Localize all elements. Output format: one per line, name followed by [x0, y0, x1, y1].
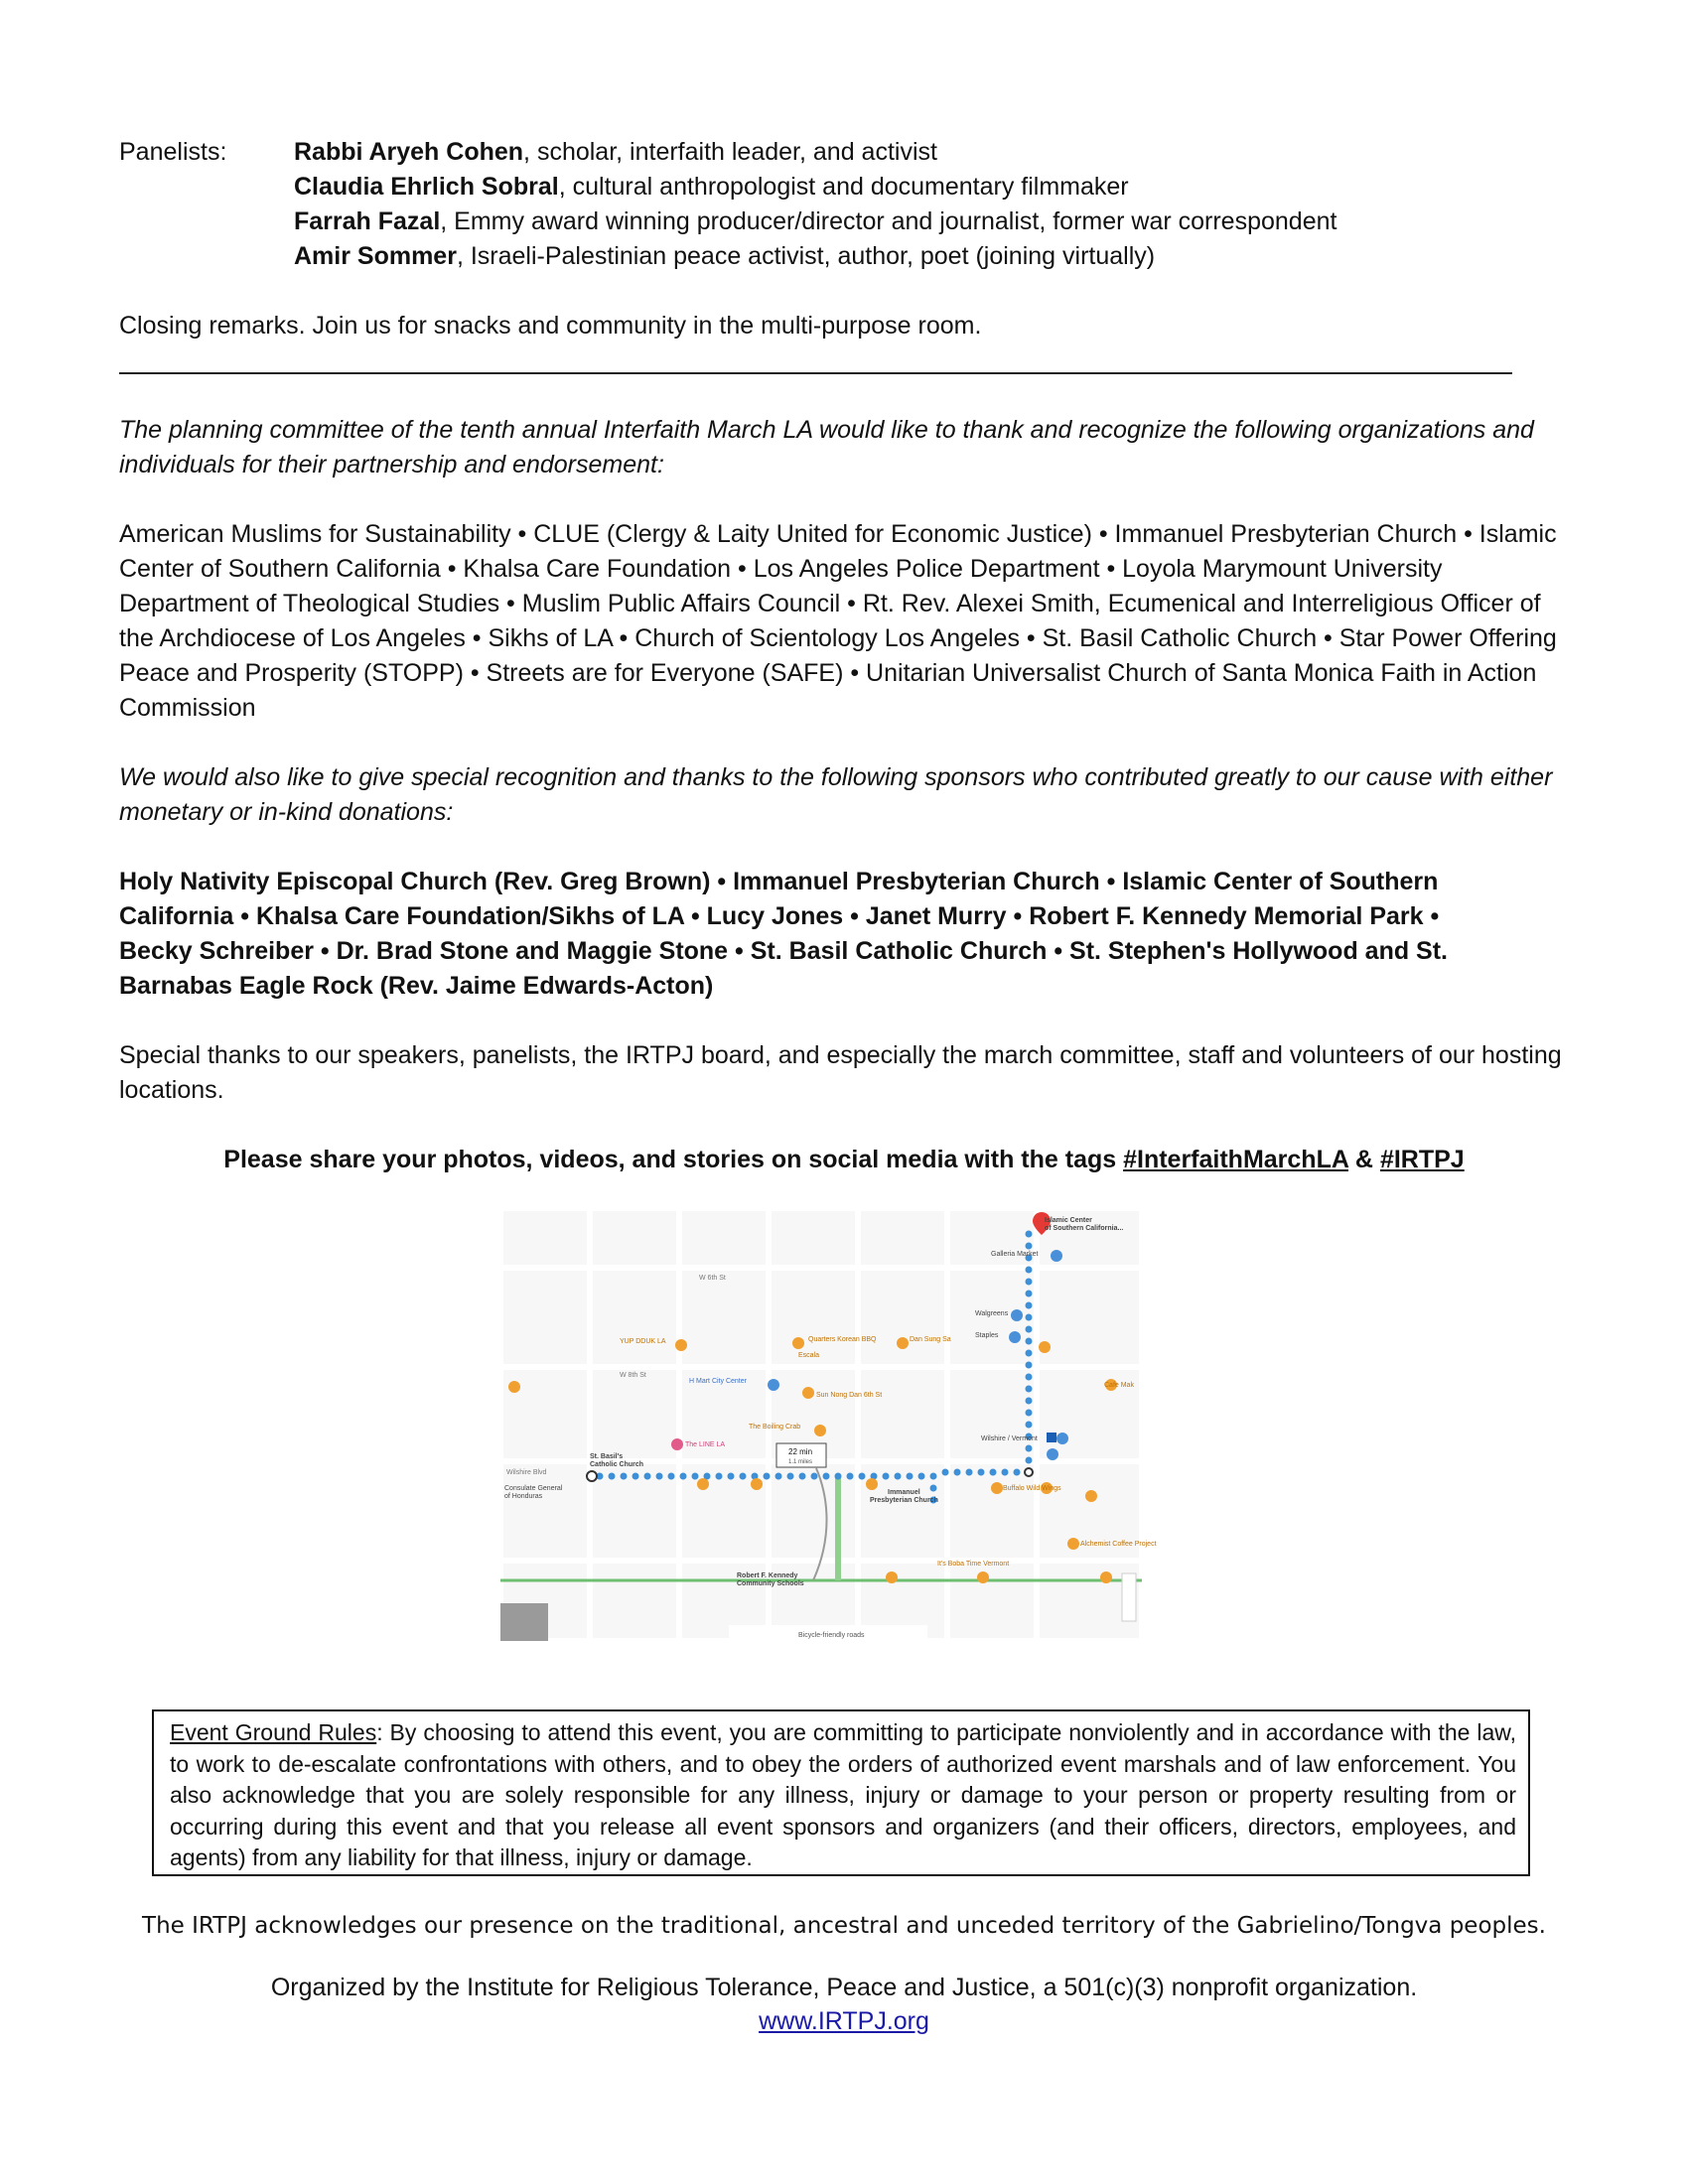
website-line — [0, 2004, 1688, 2038]
map-route-distance: 1.1 miles — [788, 1459, 813, 1465]
map-label-quarters: Quarters Korean BBQ — [808, 1336, 877, 1343]
panelist-desc: , cultural anthropologist and documentary filmmaker — [558, 173, 1129, 201]
map-label-rfk-2: Community Schools — [737, 1580, 804, 1587]
map-label-walgreens: Walgreens — [975, 1310, 1009, 1317]
organizer-line: Organized by the Institute for Religious Tolerance, Peace and Justice, a 501(c)(3) nonprofit organization. — [270, 1974, 1418, 2001]
map-label-buffalo: Buffalo Wild Wings — [1003, 1485, 1061, 1492]
social-share-line — [0, 1143, 1688, 1177]
horizontal-divider — [119, 372, 1512, 374]
panelist-entry — [294, 170, 1585, 205]
panelist-desc: , scholar, interfaith leader, and activist — [523, 138, 937, 166]
panelist-name: Farrah Fazal — [294, 207, 441, 235]
panelists-list — [294, 135, 1585, 274]
ground-rules-title: Event Ground Rules — [170, 1719, 377, 1745]
map-label-immanuel-2: Presbyterian Church — [870, 1497, 938, 1504]
thanks-intro: The planning committee of the tenth annual Interfaith March LA would like to thank and recognize the following organizations and individuals for their partnership and endorsement: — [119, 416, 1534, 478]
map-label-islamic-center: Islamic Center — [1045, 1217, 1092, 1224]
map-label-escala: Escala — [798, 1352, 820, 1359]
map-label-rfk: Robert F. Kennedy — [737, 1572, 798, 1579]
map-label-consulate: Consulate General — [504, 1485, 563, 1492]
map-street-w8th: W 8th St — [620, 1372, 646, 1379]
ground-rules-text — [170, 1717, 1516, 1874]
map-label-boba: It's Boba Time Vermont — [937, 1561, 1010, 1568]
map-label-st-basils: St. Basil's — [590, 1453, 624, 1460]
map-label-cafe: Cafe Mak — [1104, 1382, 1134, 1389]
map-label-st-basils-2: Catholic Church — [590, 1461, 644, 1468]
route-map — [499, 1207, 1157, 1642]
sponsors-list: Holy Nativity Episcopal Church (Rev. Greg Brown) • Immanuel Presbyterian Church • Islamic Center of Southern California • Khalsa Care Foundation/Sikhs of LA • Lucy Jones • Janet Murry • Robert F. Kennedy Memorial Park • Becky Schreiber • Dr. Brad Stone and Maggie Stone • St. Basil Catholic Church • St. Stephen's Hollywood and St. Barnabas Eagle Rock (Rev. Jaime Edwards-Acton) — [119, 868, 1449, 1000]
map-label-immanuel: Immanuel — [888, 1489, 920, 1496]
map-label-alchemist: Alchemist Coffee Project — [1080, 1541, 1157, 1548]
panelist-name: Rabbi Aryeh Cohen — [294, 138, 524, 166]
special-thanks: Special thanks to our speakers, panelists, the IRTPJ board, and especially the march committee, staff and volunteers of our hosting locations. — [119, 1041, 1562, 1104]
website-link[interactable]: www.IRTPJ.org — [759, 2007, 929, 2035]
panelist-entry — [294, 135, 1585, 170]
map-label-hmart: H Mart City Center — [689, 1378, 747, 1385]
sponsor-intro: We would also like to give special recognition and thanks to the following sponsors who contributed greatly to our cause with either monetary or in-kind donations: — [119, 763, 1553, 826]
map-label-wilshire-vermont: Wilshire / Vermont — [981, 1435, 1038, 1442]
map-label-staples: Staples — [975, 1332, 999, 1339]
panelists-label: Panelists: — [119, 138, 227, 166]
panelist-name: Claudia Ehrlich Sobral — [294, 173, 559, 201]
ground-rules-box — [152, 1709, 1530, 1876]
closing-remarks: Closing remarks. Join us for snacks and community in the multi-purpose room. — [119, 312, 982, 340]
share-text: Please share your photos, videos, and stories on social media with the tags — [223, 1146, 1124, 1173]
map-legend: Bicycle-friendly roads — [798, 1632, 865, 1639]
map-street-w6th: W 6th St — [699, 1275, 726, 1282]
hashtag-interfaith[interactable]: #InterfaithMarchLA — [1123, 1146, 1348, 1173]
map-label-dan-sung-sa: Dan Sung Sa — [910, 1336, 951, 1343]
map-label-sun-nong-dan: Sun Nong Dan 6th St — [816, 1392, 883, 1399]
map-label-consulate-2: of Honduras — [504, 1493, 543, 1500]
land-acknowledgement: The IRTPJ acknowledges our presence on the traditional, ancestral and unceded territory of the Gabrielino/Tongva peoples. — [142, 1913, 1546, 1939]
organizations-list: American Muslims for Sustainability • CLUE (Clergy & Laity United for Economic Justice) • Immanuel Presbyterian Church • Islamic Center of Southern California • Khalsa Care Foundation • Los Angeles Police Department • Loyola Marymount University Department of Theological Studies • Muslim Public Affairs Council • Rt. Rev. Alexei Smith, Ecumenical and Interreligious Officer of the Archdiocese of Los Angeles • Sikhs of LA • Church of Scientology Los Angeles • St. Basil Catholic Church • Star Power Offering Peace and Prosperity (STOPP) • Streets are for Everyone (SAFE) • Unitarian Universalist Church of Santa Monica Faith in Action Commission — [119, 520, 1557, 722]
panelist-desc: , Emmy award winning producer/director and journalist, former war correspondent — [440, 207, 1337, 235]
hashtag-irtpj[interactable]: #IRTPJ — [1379, 1146, 1465, 1173]
map-label-the-line: The LINE LA — [685, 1441, 726, 1448]
panelist-name: Amir Sommer — [294, 242, 457, 270]
map-street-wilshire: Wilshire Blvd — [506, 1469, 547, 1476]
map-route-duration: 22 min — [788, 1447, 813, 1456]
map-label-boiling-crab: The Boiling Crab — [749, 1424, 801, 1431]
panelist-entry — [294, 239, 1585, 274]
share-amp: & — [1347, 1146, 1380, 1173]
map-label-yup-dduk: YUP DDUK LA — [620, 1338, 666, 1345]
ground-rules-body: : By choosing to attend this event, you are committing to participate nonviolently and in accordance with the law, to work to de-escalate confrontations with others, and to obey the orders of authorized event marshals and of law enforcement. You also acknowledge that you are solely responsible for any illness, injury or damage to your person or property resulting from or occurring during this event and that you release all event sponsors and organizers (and their officers, directors, employees, and agents) from any liability for that illness, injury or damage. — [170, 1719, 1516, 1870]
panelist-entry — [294, 205, 1585, 239]
map-label-galleria: Galleria Market — [991, 1251, 1039, 1258]
panelist-desc: , Israeli-Palestinian peace activist, author, poet (joining virtually) — [456, 242, 1156, 270]
map-label-islamic-center-2: of Southern California... — [1045, 1225, 1124, 1232]
